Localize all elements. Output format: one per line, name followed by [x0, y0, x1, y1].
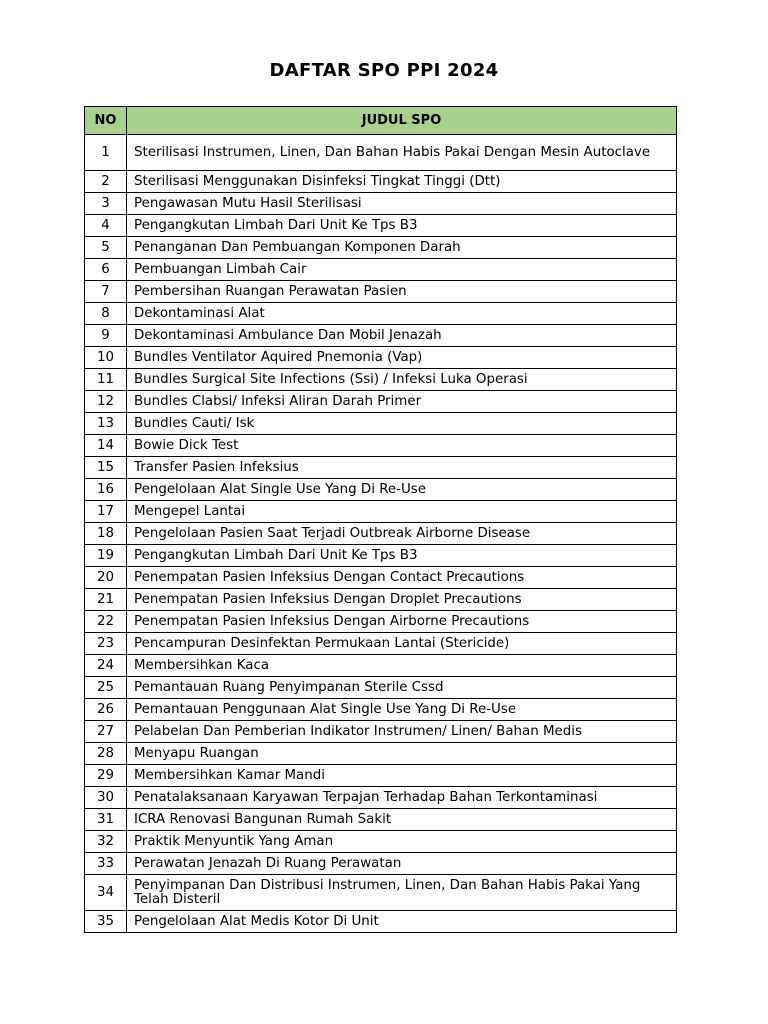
- row-number: 23: [85, 633, 127, 655]
- row-judul-spo: Pengangkutan Limbah Dari Unit Ke Tps B3: [127, 545, 677, 567]
- row-number: 20: [85, 567, 127, 589]
- row-judul-spo: Pengawasan Mutu Hasil Sterilisasi: [127, 193, 677, 215]
- row-judul-spo: Membersihkan Kamar Mandi: [127, 765, 677, 787]
- table-row: [85, 589, 677, 611]
- table-row: [85, 303, 677, 325]
- table-row: [85, 479, 677, 501]
- table-row: [85, 391, 677, 413]
- table-row: [85, 611, 677, 633]
- table-row: [85, 135, 677, 171]
- row-number: 15: [85, 457, 127, 479]
- row-judul-spo: Dekontaminasi Alat: [127, 303, 677, 325]
- row-number: 27: [85, 721, 127, 743]
- row-number: 7: [85, 281, 127, 303]
- row-judul-spo: Penyimpanan Dan Distribusi Instrumen, Linen, Dan Bahan Habis Pakai Yang Telah Disteril: [127, 875, 677, 911]
- row-judul-spo: Pembuangan Limbah Cair: [127, 259, 677, 281]
- row-number: 21: [85, 589, 127, 611]
- row-number: 31: [85, 809, 127, 831]
- row-judul-spo: Penempatan Pasien Infeksius Dengan Droplet Precautions: [127, 589, 677, 611]
- table-row: [85, 413, 677, 435]
- row-judul-spo: Pengangkutan Limbah Dari Unit Ke Tps B3: [127, 215, 677, 237]
- table-row: [85, 193, 677, 215]
- row-number: 8: [85, 303, 127, 325]
- row-number: 13: [85, 413, 127, 435]
- table-row: [85, 567, 677, 589]
- row-judul-spo: Pengelolaan Alat Single Use Yang Di Re-Use: [127, 479, 677, 501]
- table-row: [85, 545, 677, 567]
- row-judul-spo: Sterilisasi Menggunakan Disinfeksi Tingkat Tinggi (Dtt): [127, 171, 677, 193]
- row-number: 3: [85, 193, 127, 215]
- table-row: [85, 743, 677, 765]
- row-number: 26: [85, 699, 127, 721]
- row-judul-spo: Bundles Surgical Site Infections (Ssi) / Infeksi Luka Operasi: [127, 369, 677, 391]
- row-number: 19: [85, 545, 127, 567]
- row-number: 9: [85, 325, 127, 347]
- table-row: [85, 347, 677, 369]
- table-row: [85, 237, 677, 259]
- row-judul-spo: Perawatan Jenazah Di Ruang Perawatan: [127, 853, 677, 875]
- row-number: 12: [85, 391, 127, 413]
- row-number: 17: [85, 501, 127, 523]
- row-judul-spo: Menyapu Ruangan: [127, 743, 677, 765]
- row-number: 35: [85, 911, 127, 933]
- row-judul-spo: Penatalaksanaan Karyawan Terpajan Terhadap Bahan Terkontaminasi: [127, 787, 677, 809]
- row-number: 14: [85, 435, 127, 457]
- row-number: 6: [85, 259, 127, 281]
- table-row: [85, 853, 677, 875]
- row-number: 28: [85, 743, 127, 765]
- row-number: 34: [85, 875, 127, 911]
- table-row: [85, 831, 677, 853]
- row-judul-spo: Praktik Menyuntik Yang Aman: [127, 831, 677, 853]
- table-row: [85, 325, 677, 347]
- row-number: 33: [85, 853, 127, 875]
- spo-table: [84, 106, 677, 933]
- row-number: 4: [85, 215, 127, 237]
- table-row: [85, 655, 677, 677]
- row-number: 24: [85, 655, 127, 677]
- row-judul-spo: Membersihkan Kaca: [127, 655, 677, 677]
- column-header-no: NO: [85, 107, 127, 135]
- column-header-judul-spo: JUDUL SPO: [127, 107, 677, 135]
- row-number: 16: [85, 479, 127, 501]
- row-judul-spo: Bundles Ventilator Aquired Pnemonia (Vap): [127, 347, 677, 369]
- row-number: 10: [85, 347, 127, 369]
- row-judul-spo: Pencampuran Desinfektan Permukaan Lantai (Stericide): [127, 633, 677, 655]
- row-judul-spo: Pemantauan Ruang Penyimpanan Sterile Cssd: [127, 677, 677, 699]
- row-judul-spo: Mengepel Lantai: [127, 501, 677, 523]
- row-judul-spo: Dekontaminasi Ambulance Dan Mobil Jenazah: [127, 325, 677, 347]
- table-row: [85, 787, 677, 809]
- row-number: 32: [85, 831, 127, 853]
- row-number: 29: [85, 765, 127, 787]
- table-row: [85, 281, 677, 303]
- row-judul-spo: Penempatan Pasien Infeksius Dengan Airborne Precautions: [127, 611, 677, 633]
- row-judul-spo: Pengelolaan Pasien Saat Terjadi Outbreak Airborne Disease: [127, 523, 677, 545]
- row-judul-spo: Pelabelan Dan Pemberian Indikator Instrumen/ Linen/ Bahan Medis: [127, 721, 677, 743]
- table-row: [85, 765, 677, 787]
- table-row: [85, 721, 677, 743]
- row-judul-spo: Penempatan Pasien Infeksius Dengan Contact Precautions: [127, 567, 677, 589]
- table-row: [85, 435, 677, 457]
- row-number: 22: [85, 611, 127, 633]
- row-number: 11: [85, 369, 127, 391]
- table-row: [85, 171, 677, 193]
- table-row: [85, 633, 677, 655]
- row-judul-spo: Sterilisasi Instrumen, Linen, Dan Bahan Habis Pakai Dengan Mesin Autoclave: [127, 135, 677, 171]
- table-row: [85, 699, 677, 721]
- table-row: [85, 809, 677, 831]
- row-judul-spo: Bundles Cauti/ Isk: [127, 413, 677, 435]
- row-judul-spo: Transfer Pasien Infeksius: [127, 457, 677, 479]
- table-row: [85, 215, 677, 237]
- row-judul-spo: Bowie Dick Test: [127, 435, 677, 457]
- row-number: 25: [85, 677, 127, 699]
- table-row: [85, 523, 677, 545]
- table-row: [85, 875, 677, 911]
- row-judul-spo: Pemantauan Penggunaan Alat Single Use Yang Di Re-Use: [127, 699, 677, 721]
- table-row: [85, 501, 677, 523]
- row-judul-spo: Pengelolaan Alat Medis Kotor Di Unit: [127, 911, 677, 933]
- row-number: 2: [85, 171, 127, 193]
- row-number: 18: [85, 523, 127, 545]
- row-number: 5: [85, 237, 127, 259]
- row-judul-spo: Penanganan Dan Pembuangan Komponen Darah: [127, 237, 677, 259]
- table-body: [85, 135, 677, 933]
- row-judul-spo: Bundles Clabsi/ Infeksi Aliran Darah Primer: [127, 391, 677, 413]
- table-header-row: [85, 107, 677, 135]
- row-number: 1: [85, 135, 127, 171]
- row-number: 30: [85, 787, 127, 809]
- row-judul-spo: ICRA Renovasi Bangunan Rumah Sakit: [127, 809, 677, 831]
- row-judul-spo: Pembersihan Ruangan Perawatan Pasien: [127, 281, 677, 303]
- table-row: [85, 677, 677, 699]
- table-row: [85, 911, 677, 933]
- table-row: [85, 259, 677, 281]
- table-row: [85, 369, 677, 391]
- document-title: DAFTAR SPO PPI 2024: [269, 60, 499, 81]
- table-row: [85, 457, 677, 479]
